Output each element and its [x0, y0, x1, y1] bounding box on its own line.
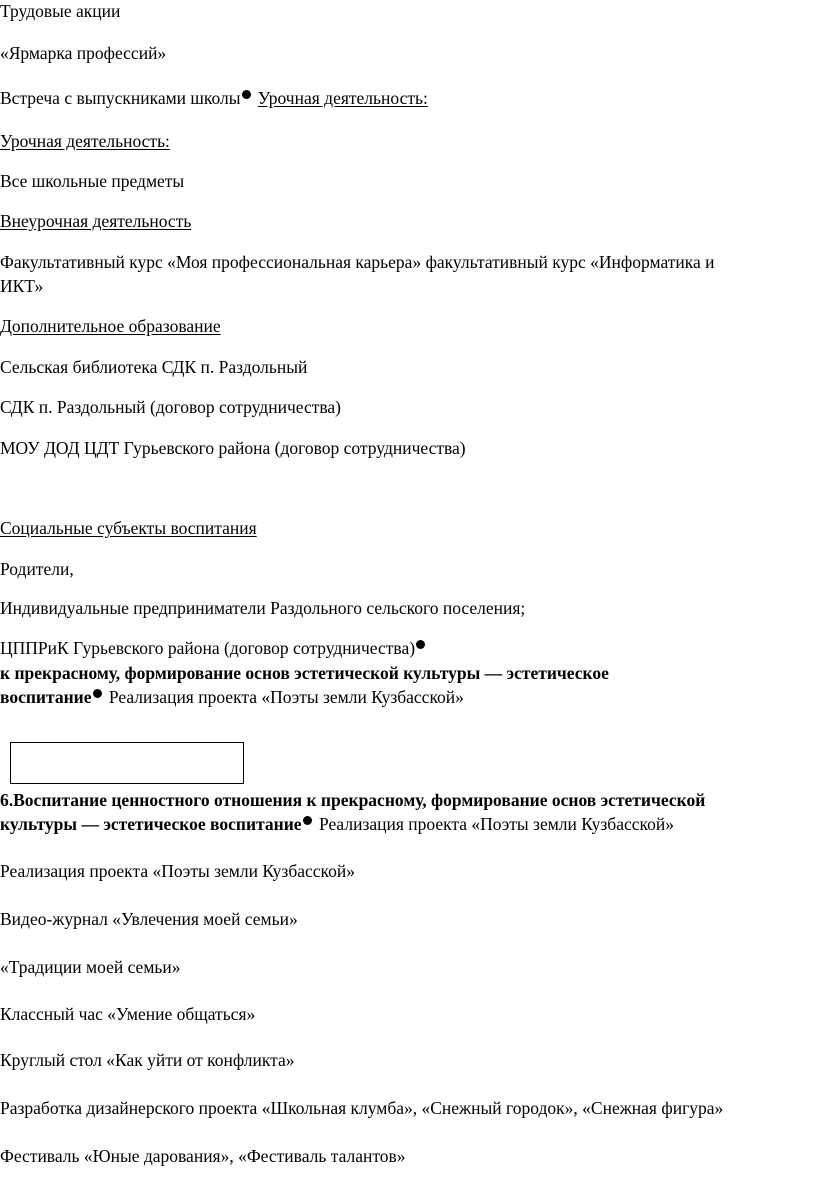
bullet-icon — [303, 816, 312, 825]
text-line-cpprik — [0, 637, 428, 659]
lesson-activity-heading-inline: Урочная деятельность: — [257, 88, 428, 108]
bullet-icon — [242, 90, 251, 99]
heading-additional-education: Дополнительное образование — [0, 316, 221, 336]
text-line-labor-actions: Трудовые акции — [0, 1, 121, 21]
heading-lesson-activity: Урочная деятельность: — [0, 131, 170, 151]
section-6-bold-cont: культуры — эстетическое воспитание — [0, 814, 302, 834]
heading-section-6: 6.Воспитание ценностного отношения к прекрасному, формирование основ эстетической — [0, 790, 706, 810]
aesthetic-upbringing-bold: воспитание — [0, 687, 92, 707]
text-line-elective-courses: Факультативный курс «Моя профессиональная карьера» факультативный курс «Информатика и — [0, 252, 715, 272]
text-line-round-table: Круглый стол «Как уйти от конфликта» — [0, 1050, 295, 1070]
poets-project-text: Реализация проекта «Поэты земли Кузбасской» — [104, 687, 464, 707]
text-line-cdt-agreement: МОУ ДОД ЦДТ Гурьевского района (договор сотрудничества) — [0, 438, 466, 458]
text-line-aesthetic-bold: к прекрасному, формирование основ эстетической культуры — эстетическое — [0, 663, 609, 683]
text-line-class-hour: Классный час «Умение общаться» — [0, 1004, 256, 1024]
text-line-all-subjects: Все школьные предметы — [0, 171, 185, 191]
text-line-aesthetic-project — [0, 686, 464, 708]
heading-extracurricular: Внеурочная деятельность — [0, 211, 192, 231]
text-line-elective-courses-cont: ИКТ» — [0, 276, 44, 296]
poets-project-text: Реализация проекта «Поэты земли Кузбасской» — [314, 814, 674, 834]
text-line-video-journal: Видео-журнал «Увлечения моей семьи» — [0, 909, 298, 929]
text-line-graduates-meeting — [0, 87, 428, 109]
text-line-festival: Фестиваль «Юные дарования», «Фестиваль талантов» — [0, 1146, 406, 1166]
text-line-section-6-cont — [0, 813, 674, 835]
bullet-icon — [93, 689, 102, 698]
text-line-rural-library: Сельская библиотека СДК п. Раздольный — [0, 357, 308, 377]
cpprik-text: ЦППРиК Гурьевского района (договор сотрудничества) — [0, 638, 416, 658]
text-line-poets-project: Реализация проекта «Поэты земли Кузбасской» — [0, 861, 356, 881]
empty-text-box — [10, 742, 244, 784]
text-line-entrepreneurs: Индивидуальные предприниматели Раздольного сельского поселения; — [0, 598, 526, 618]
text-line-parents: Родители, — [0, 559, 74, 579]
text-line-sdk-agreement: СДК п. Раздольный (договор сотрудничества) — [0, 397, 341, 417]
text-line-family-traditions: «Традиции моей семьи» — [0, 957, 181, 977]
text-line-design-project: Разработка дизайнерского проекта «Школьная клумба», «Снежный городок», «Снежная фигура» — [0, 1098, 724, 1118]
heading-social-subjects: Социальные субъекты воспитания — [0, 518, 257, 538]
text-line-career-fair: «Ярмарка профессий» — [0, 43, 167, 63]
bullet-icon — [416, 640, 425, 649]
graduates-meeting-text: Встреча с выпускниками школы — [0, 88, 241, 108]
